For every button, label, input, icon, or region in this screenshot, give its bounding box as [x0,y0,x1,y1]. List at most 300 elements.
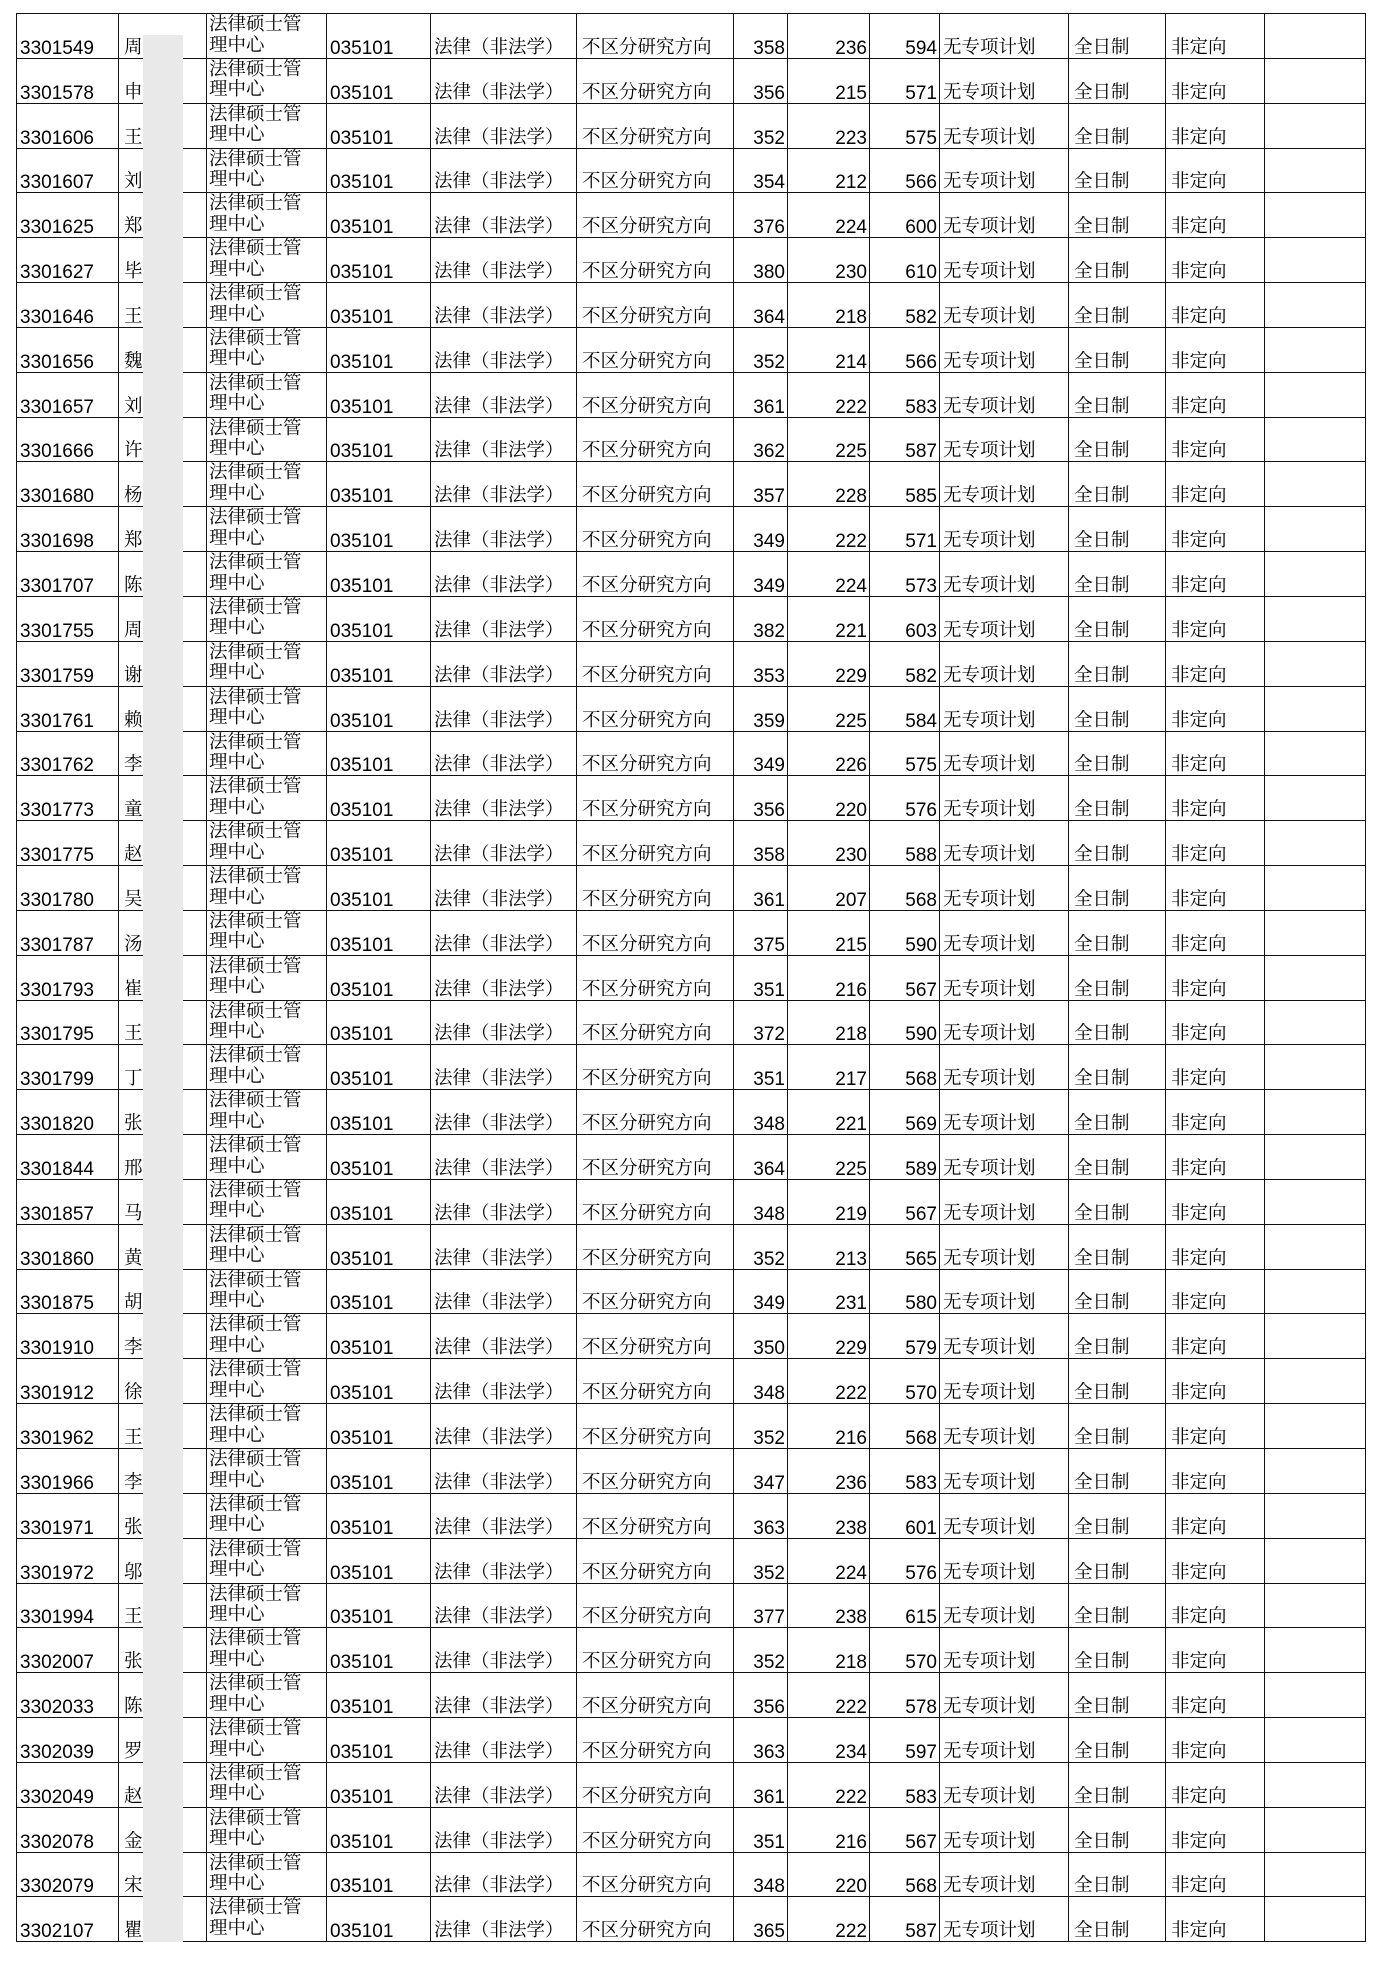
initial-score-cell [734,1135,788,1179]
research-direction-text: 不区分研究方向 [582,1114,712,1135]
remarks-cell [1265,1449,1366,1493]
initial-score-cell [734,1045,788,1089]
remarks-cell [1265,1628,1366,1672]
student-name-text: 瞿 [124,1921,143,1942]
student-id-text: 3301860 [20,1248,94,1269]
orientation-text: 非定向 [1171,306,1227,327]
total-score-text: 584 [905,710,937,731]
major-name-text: 法律（非法学） [434,1383,564,1404]
study-mode-cell [1069,1001,1166,1045]
orientation-text: 非定向 [1171,172,1227,193]
retest-score-text: 234 [835,1741,867,1762]
unit-cell [207,104,327,148]
study-mode-text: 全日制 [1074,262,1130,283]
retest-score-text: 223 [835,127,867,148]
unit-cell [207,866,327,910]
unit-text: 法律硕士管理中心 [209,1584,302,1626]
major-name-cell [431,732,577,776]
study-mode-cell [1069,104,1166,148]
study-mode-text: 全日制 [1074,306,1130,327]
retest-score-cell [788,1539,870,1583]
major-name-cell [431,1314,577,1358]
special-plan-cell [940,732,1069,776]
research-direction-cell [577,1673,734,1717]
study-mode-cell [1069,1045,1166,1089]
orientation-cell [1166,911,1265,955]
study-mode-text: 全日制 [1074,1293,1130,1314]
student-name-text: 赖 [124,710,143,731]
retest-score-text: 219 [835,1203,867,1224]
student-id-text: 3301698 [20,531,94,552]
initial-score-cell [734,193,788,237]
initial-score-text: 372 [753,1024,785,1045]
table-row [17,1853,1366,1898]
orientation-text: 非定向 [1171,1741,1227,1762]
orientation-text: 非定向 [1171,755,1227,776]
special-plan-cell [940,238,1069,282]
student-id-text: 3301759 [20,665,94,686]
student-name-text: 王 [124,127,143,148]
research-direction-text: 不区分研究方向 [582,306,712,327]
major-code-cell [327,1225,431,1269]
retest-score-cell [788,1853,870,1897]
research-direction-cell [577,507,734,551]
special-plan-cell [940,1225,1069,1269]
total-score-cell [870,59,940,103]
total-score-cell [870,642,940,686]
major-name-cell [431,1763,577,1807]
admission-list-table [16,13,1366,1942]
student-id-text: 3301795 [20,1024,94,1045]
orientation-cell [1166,776,1265,820]
unit-cell [207,1673,327,1717]
retest-score-cell [788,104,870,148]
study-mode-text: 全日制 [1074,1069,1130,1090]
student-id-text: 3301820 [20,1114,94,1135]
special-plan-text: 无专项计划 [943,1158,1036,1179]
research-direction-cell [577,821,734,865]
orientation-cell [1166,1270,1265,1314]
student-id-text: 3301680 [20,486,94,507]
total-score-text: 580 [905,1293,937,1314]
student-name-text: 周 [124,620,143,641]
orientation-cell [1166,1404,1265,1448]
major-name-text: 法律（非法学） [434,1472,564,1493]
table-row [17,1045,1366,1090]
initial-score-cell [734,911,788,955]
major-name-text: 法律（非法学） [434,665,564,686]
initial-score-cell [734,1180,788,1224]
remarks-cell [1265,104,1366,148]
initial-score-cell [734,1763,788,1807]
redaction-band [143,35,183,1942]
special-plan-text: 无专项计划 [943,1338,1036,1359]
major-code-text: 035101 [330,1921,394,1942]
major-code-cell [327,1270,431,1314]
major-name-cell [431,821,577,865]
retest-score-cell [788,1270,870,1314]
retest-score-text: 224 [835,575,867,596]
retest-score-cell [788,14,870,58]
retest-score-cell [788,1001,870,1045]
special-plan-cell [940,821,1069,865]
special-plan-cell [940,462,1069,506]
retest-score-text: 213 [835,1248,867,1269]
total-score-text: 566 [905,351,937,372]
major-name-cell [431,1404,577,1448]
unit-text: 法律硕士管理中心 [209,1360,302,1401]
major-name-cell [431,1853,577,1897]
total-score-text: 575 [905,755,937,776]
orientation-text: 非定向 [1171,1024,1227,1045]
retest-score-text: 228 [835,486,867,507]
initial-score-text: 361 [753,889,785,910]
major-code-cell [327,1404,431,1448]
major-code-cell [327,732,431,776]
special-plan-text: 无专项计划 [943,1517,1036,1538]
study-mode-cell [1069,1270,1166,1314]
student-name-text: 吴 [124,889,143,910]
orientation-cell [1166,597,1265,641]
orientation-text: 非定向 [1171,1786,1227,1807]
student-name-text: 宋 [124,1876,143,1897]
student-id-cell [17,149,119,193]
orientation-cell [1166,193,1265,237]
special-plan-text: 无专项计划 [943,1697,1036,1718]
retest-score-text: 216 [835,1831,867,1852]
unit-cell [207,1045,327,1089]
total-score-cell [870,732,940,776]
student-id-cell [17,1314,119,1358]
research-direction-text: 不区分研究方向 [582,845,712,866]
initial-score-cell [734,1673,788,1717]
unit-text: 法律硕士管理中心 [209,1001,302,1043]
retest-score-cell [788,776,870,820]
student-name-text: 黄 [124,1248,143,1269]
student-id-cell [17,1449,119,1493]
study-mode-text: 全日制 [1074,1203,1130,1224]
remarks-cell [1265,956,1366,1000]
remarks-cell [1265,1718,1366,1762]
special-plan-text: 无专项计划 [943,531,1036,552]
research-direction-text: 不区分研究方向 [582,441,712,462]
initial-score-text: 363 [753,1517,785,1538]
retest-score-text: 225 [835,441,867,462]
retest-score-text: 225 [835,1158,867,1179]
research-direction-text: 不区分研究方向 [582,351,712,372]
total-score-cell [870,1897,940,1941]
remarks-cell [1265,911,1366,955]
research-direction-cell [577,776,734,820]
major-code-text: 035101 [330,1069,394,1090]
retest-score-cell [788,687,870,731]
total-score-cell [870,149,940,193]
initial-score-cell [734,507,788,551]
major-code-cell [327,14,431,58]
study-mode-cell [1069,732,1166,776]
major-code-text: 035101 [330,1158,394,1179]
retest-score-text: 238 [835,1517,867,1538]
major-code-text: 035101 [330,710,394,731]
retest-score-cell [788,866,870,910]
student-id-cell [17,1135,119,1179]
total-score-text: 568 [905,889,937,910]
unit-text: 法律硕士管理中心 [209,687,302,729]
major-code-cell [327,1853,431,1897]
initial-score-text: 349 [753,1293,785,1314]
student-id-text: 3301799 [20,1069,94,1090]
special-plan-text: 无专项计划 [943,845,1036,866]
table-row [17,238,1366,283]
student-id-cell [17,1494,119,1538]
major-name-text: 法律（非法学） [434,37,564,58]
orientation-text: 非定向 [1171,710,1227,731]
remarks-cell [1265,1045,1366,1089]
student-id-cell [17,283,119,327]
table-row [17,642,1366,687]
student-id-cell [17,1090,119,1134]
total-score-text: 603 [905,620,937,641]
retest-score-text: 226 [835,755,867,776]
student-id-cell [17,462,119,506]
total-score-cell [870,1808,940,1852]
student-name-text: 赵 [124,1786,143,1807]
orientation-text: 非定向 [1171,1069,1227,1090]
major-code-cell [327,1673,431,1717]
major-code-cell [327,373,431,417]
retest-score-text: 220 [835,800,867,821]
initial-score-cell [734,1718,788,1762]
retest-score-text: 224 [835,217,867,238]
study-mode-text: 全日制 [1074,1338,1130,1359]
special-plan-text: 无专项计划 [943,1607,1036,1628]
student-id-text: 3301657 [20,396,94,417]
total-score-cell [870,14,940,58]
study-mode-cell [1069,1808,1166,1852]
major-name-text: 法律（非法学） [434,710,564,731]
major-name-text: 法律（非法学） [434,262,564,283]
initial-score-cell [734,238,788,282]
student-name-text: 毕 [124,262,143,283]
student-id-text: 3302078 [20,1831,94,1852]
retest-score-cell [788,1045,870,1089]
total-score-text: 594 [905,37,937,58]
research-direction-text: 不区分研究方向 [582,1472,712,1493]
unit-text: 法律硕士管理中心 [209,328,302,370]
study-mode-text: 全日制 [1074,1248,1130,1269]
research-direction-text: 不区分研究方向 [582,1697,712,1718]
research-direction-text: 不区分研究方向 [582,755,712,776]
total-score-text: 571 [905,82,937,103]
student-name-text: 崔 [124,979,143,1000]
research-direction-text: 不区分研究方向 [582,889,712,910]
orientation-text: 非定向 [1171,486,1227,507]
table-row [17,866,1366,911]
major-code-cell [327,1763,431,1807]
major-name-cell [431,1045,577,1089]
special-plan-cell [940,1763,1069,1807]
total-score-cell [870,238,940,282]
unit-text: 法律硕士管理中心 [209,1763,302,1805]
major-name-cell [431,1180,577,1224]
unit-cell [207,1135,327,1179]
retest-score-text: 229 [835,665,867,686]
table-row [17,1494,1366,1539]
research-direction-cell [577,1808,734,1852]
unit-cell [207,14,327,58]
special-plan-text: 无专项计划 [943,620,1036,641]
research-direction-cell [577,418,734,462]
research-direction-text: 不区分研究方向 [582,1652,712,1673]
research-direction-text: 不区分研究方向 [582,934,712,955]
total-score-cell [870,1853,940,1897]
research-direction-cell [577,149,734,193]
major-name-text: 法律（非法学） [434,396,564,417]
unit-cell [207,1001,327,1045]
total-score-cell [870,373,940,417]
research-direction-text: 不区分研究方向 [582,1158,712,1179]
total-score-cell [870,1135,940,1179]
major-code-text: 035101 [330,1607,394,1628]
student-id-text: 3301666 [20,441,94,462]
orientation-text: 非定向 [1171,1652,1227,1673]
initial-score-text: 352 [753,1562,785,1583]
total-score-cell [870,1628,940,1672]
major-code-text: 035101 [330,755,394,776]
major-name-text: 法律（非法学） [434,1248,564,1269]
research-direction-cell [577,911,734,955]
study-mode-cell [1069,1539,1166,1583]
unit-text: 法律硕士管理中心 [209,911,302,953]
special-plan-text: 无专项计划 [943,665,1036,686]
unit-text: 法律硕士管理中心 [209,284,302,325]
major-name-text: 法律（非法学） [434,1786,564,1807]
study-mode-text: 全日制 [1074,351,1130,372]
orientation-text: 非定向 [1171,351,1227,372]
research-direction-text: 不区分研究方向 [582,1428,712,1448]
orientation-text: 非定向 [1171,1293,1227,1314]
table-row [17,1001,1366,1046]
initial-score-text: 348 [753,1114,785,1135]
table-row [17,687,1366,732]
remarks-cell [1265,1270,1366,1314]
student-name-text: 汤 [124,934,143,955]
initial-score-text: 352 [753,127,785,148]
research-direction-cell [577,1718,734,1762]
student-id-text: 3301707 [20,575,94,596]
study-mode-text: 全日制 [1074,1024,1130,1045]
research-direction-cell [577,687,734,731]
retest-score-cell [788,193,870,237]
major-code-cell [327,911,431,955]
student-name-text: 徐 [124,1383,143,1404]
initial-score-cell [734,149,788,193]
major-code-text: 035101 [330,1024,394,1045]
student-id-cell [17,776,119,820]
research-direction-text: 不区分研究方向 [582,1741,712,1762]
major-name-cell [431,1718,577,1762]
initial-score-text: 350 [753,1338,785,1359]
study-mode-cell [1069,1584,1166,1628]
retest-score-cell [788,911,870,955]
student-id-text: 3301994 [20,1607,94,1628]
initial-score-text: 361 [753,1786,785,1807]
student-name-text: 陈 [124,575,143,596]
major-code-cell [327,776,431,820]
remarks-cell [1265,1090,1366,1134]
orientation-text: 非定向 [1171,396,1227,417]
major-code-text: 035101 [330,800,394,821]
orientation-cell [1166,59,1265,103]
study-mode-text: 全日制 [1074,1114,1130,1135]
student-id-cell [17,1045,119,1089]
special-plan-cell [940,14,1069,58]
initial-score-text: 382 [753,620,785,641]
study-mode-text: 全日制 [1074,979,1130,1000]
study-mode-cell [1069,1494,1166,1538]
unit-text: 法律硕士管理中心 [209,1270,302,1312]
orientation-cell [1166,238,1265,282]
unit-text: 法律硕士管理中心 [209,553,302,594]
student-id-text: 3302107 [20,1921,94,1942]
student-id-cell [17,866,119,910]
orientation-text: 非定向 [1171,934,1227,955]
retest-score-text: 222 [835,531,867,552]
table-row [17,507,1366,552]
retest-score-text: 230 [835,262,867,283]
major-code-text: 035101 [330,1203,394,1224]
student-name-text: 李 [124,1338,143,1359]
unit-cell [207,642,327,686]
remarks-cell [1265,507,1366,551]
total-score-cell [870,1449,940,1493]
initial-score-text: 358 [753,845,785,866]
unit-cell [207,1539,327,1583]
orientation-text: 非定向 [1171,1876,1227,1897]
special-plan-cell [940,1359,1069,1403]
major-code-cell [327,1584,431,1628]
orientation-text: 非定向 [1171,531,1227,552]
research-direction-cell [577,1090,734,1134]
major-code-text: 035101 [330,1472,394,1493]
research-direction-cell [577,1045,734,1089]
research-direction-cell [577,1584,734,1628]
student-id-cell [17,1404,119,1448]
initial-score-text: 377 [753,1607,785,1628]
remarks-cell [1265,1673,1366,1717]
major-code-text: 035101 [330,979,394,1000]
total-score-cell [870,418,940,462]
study-mode-text: 全日制 [1074,1741,1130,1762]
student-id-text: 3301646 [20,306,94,327]
major-code-cell [327,193,431,237]
orientation-cell [1166,328,1265,372]
orientation-cell [1166,1673,1265,1717]
major-code-cell [327,866,431,910]
major-code-cell [327,238,431,282]
unit-text: 法律硕士管理中心 [209,1315,302,1356]
major-code-cell [327,1808,431,1852]
special-plan-cell [940,1539,1069,1583]
initial-score-text: 352 [753,1248,785,1269]
study-mode-text: 全日制 [1074,1921,1130,1942]
retest-score-text: 215 [835,934,867,955]
total-score-cell [870,462,940,506]
student-name-text: 张 [124,1114,143,1135]
study-mode-text: 全日制 [1074,531,1130,552]
retest-score-cell [788,1494,870,1538]
major-code-text: 035101 [330,1741,394,1762]
